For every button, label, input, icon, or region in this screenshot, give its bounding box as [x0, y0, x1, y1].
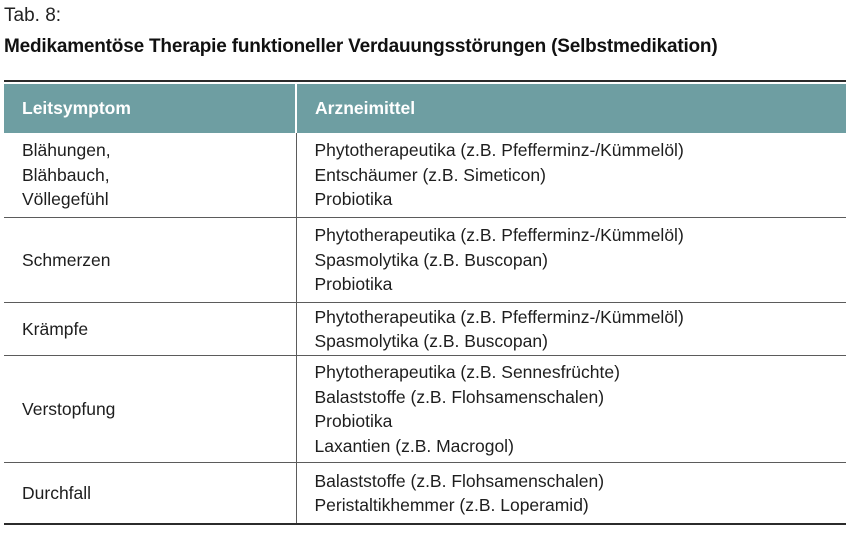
- drug-line: Probiotika: [314, 274, 393, 295]
- header-row: [4, 84, 846, 133]
- symptom-line: Verstopfung: [22, 398, 116, 419]
- table-label: Tab. 8:: [4, 5, 62, 26]
- drug-line: Laxantien (z.B. Macrogol): [314, 435, 514, 456]
- symptom-line: Schmerzen: [22, 249, 111, 270]
- drugs-cell: [296, 303, 846, 356]
- header-arzneimittel: Arzneimittel: [296, 84, 846, 133]
- drug-line: Balaststoffe (z.B. Flohsamenschalen): [314, 386, 605, 407]
- table-row: [4, 356, 846, 463]
- drugs-cell: [296, 218, 846, 303]
- drug-line: Peristaltikhemmer (z.B. Loperamid): [314, 495, 589, 515]
- symptom-cell: [4, 463, 296, 525]
- table-row: [4, 463, 846, 525]
- table-row: [4, 303, 846, 356]
- symptom-line: Blähungen,: [22, 140, 111, 161]
- drug-line: Probiotika: [314, 189, 393, 210]
- symptom-cell: [4, 218, 296, 303]
- top-rule: [4, 80, 846, 82]
- header-leitsymptom: Leitsymptom: [4, 84, 296, 133]
- table-title: Medikamentöse Therapie funktioneller Verdauungsstörungen (Selbstmedikation): [4, 36, 718, 57]
- symptom-line: Blähbauch,: [22, 164, 110, 185]
- symptom-cell: [4, 356, 296, 463]
- symptom-line: Durchfall: [22, 482, 92, 503]
- drug-line: Phytotherapeutika (z.B. Pfefferminz-/Kümmelöl): [314, 140, 684, 161]
- drug-line: Spasmolytika (z.B. Buscopan): [314, 331, 548, 351]
- table-row: [4, 133, 846, 218]
- drugs-cell: [296, 133, 846, 218]
- symptom-line: Völlegefühl: [22, 189, 109, 210]
- drug-line: Entschäumer (z.B. Simeticon): [314, 164, 546, 185]
- drugs-cell: [296, 356, 846, 463]
- table-row: [4, 218, 846, 303]
- drug-line: Phytotherapeutika (z.B. Sennesfrüchte): [314, 362, 620, 382]
- symptom-cell: [4, 303, 296, 356]
- drug-line: Balaststoffe (z.B. Flohsamenschalen): [314, 470, 605, 491]
- symptom-line: Krämpfe: [22, 318, 89, 339]
- symptom-cell: [4, 133, 296, 218]
- drug-line: Phytotherapeutika (z.B. Pfefferminz-/Kümmelöl): [314, 225, 684, 246]
- drug-line: Spasmolytika (z.B. Buscopan): [314, 249, 548, 270]
- drugs-cell: [296, 463, 846, 525]
- drug-line: Phytotherapeutika (z.B. Pfefferminz-/Kümmelöl): [314, 306, 684, 327]
- drug-line: Probiotika: [314, 411, 393, 431]
- therapy-table: [4, 84, 846, 525]
